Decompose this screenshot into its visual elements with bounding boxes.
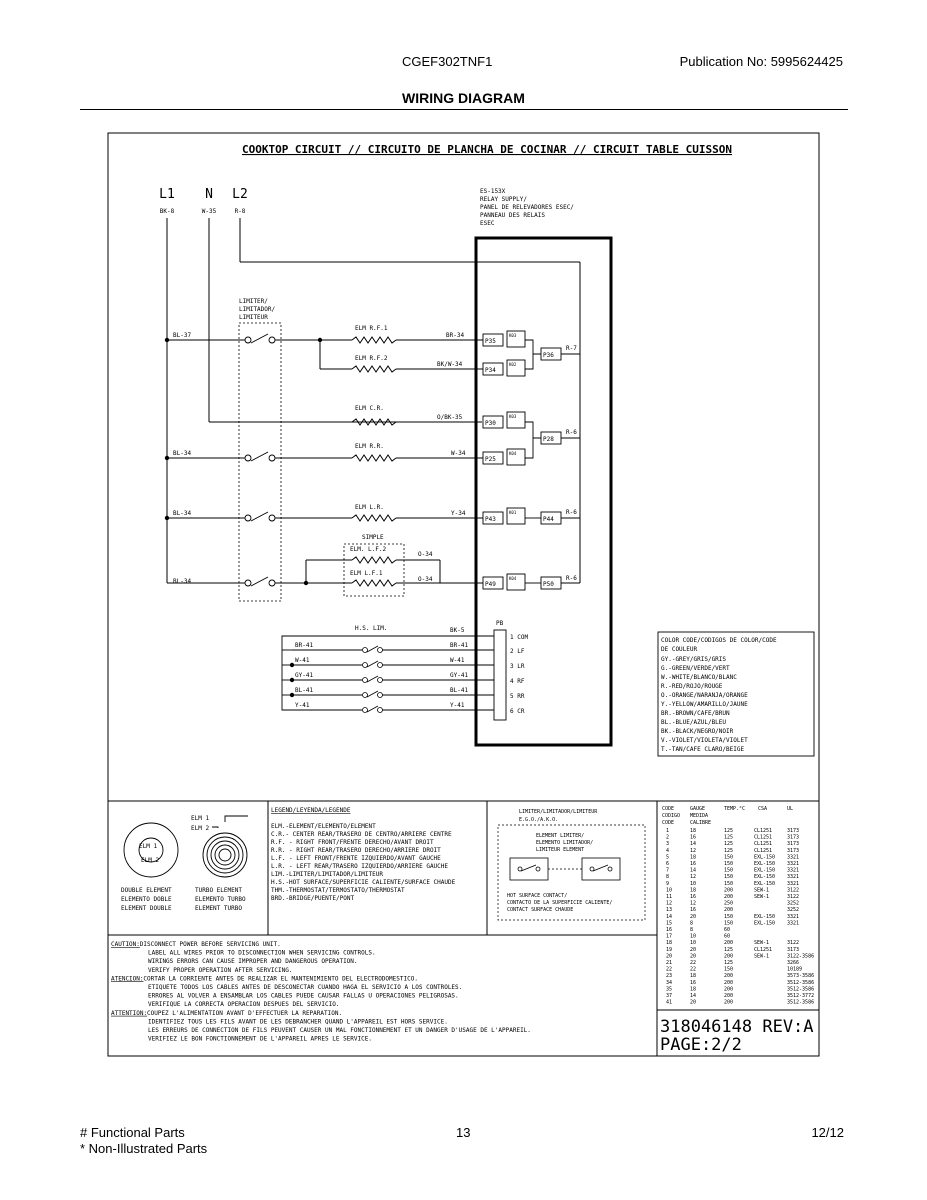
hs-wire-labels (295, 634, 528, 715)
color-code-row: BK.-BLACK/NEGRO/NOIR (661, 728, 734, 735)
gauge-cell: 11 (666, 894, 673, 900)
gauge-cell: 3266 (787, 960, 800, 966)
relay-label-line: RELAY SUPPLY/ (480, 196, 527, 203)
gauge-cell: 12 (666, 900, 673, 907)
relay-label: K04 (509, 576, 517, 581)
gauge-cell: 3321 (787, 867, 800, 874)
limiter-dashed-box (239, 323, 281, 601)
gauge-cell: 14 (690, 867, 697, 874)
legend-row: C.R.- CENTER REAR/TRASERO DE CENTRO/ARRIERE CENTRE (271, 831, 452, 838)
turbo-element-illustration (203, 816, 248, 877)
gauge-cell: 3122 (787, 940, 800, 947)
right-wire-label: R-6 (566, 575, 577, 582)
element-label-lf1: ELM L.F.1 (350, 570, 383, 577)
pb-pin-label: 4 RF (510, 678, 525, 685)
gauge-cell: 18 (690, 973, 697, 980)
non-illustrated-note: * Non-Illustrated Parts (80, 1141, 208, 1156)
color-code-row: W.-WHITE/BLANCO/BLANC (661, 674, 737, 681)
gauge-cell: EXL-150 (754, 867, 776, 874)
gauge-cell: EXL-150 (754, 920, 776, 927)
pb-pin-label: 6 CR (510, 708, 525, 715)
double-label: DOUBLE ELEMENT (121, 887, 172, 894)
port-label: P50 (543, 581, 554, 588)
caution-line: ERRORES AL VOLVER A ENSAMBLAR LOS CABLES PUEDE CAUSAR FALLAS U OPERACIONES PELIGROSAS. (148, 992, 459, 1000)
hs-contact-label: HOT SURFACE CONTACT/ (507, 893, 568, 899)
color-code-row: R.-RED/ROJO/ROUGE (661, 683, 723, 690)
page-title: WIRING DIAGRAM (402, 90, 525, 106)
legend-row: LIM.-LIMITER/LIMITADOR/LIMITEUR (271, 871, 383, 878)
legend-title: LEGEND/LEYENDA/LEGENDE (271, 807, 351, 814)
gauge-cell: 3122 (787, 894, 800, 900)
gauge-cell: 3573-3586 (787, 973, 815, 980)
turbo-label: ELEMENTO TURBO (195, 896, 246, 903)
gauge-cell: 20 (690, 999, 697, 1006)
gauge-cell: CL1251 (754, 828, 773, 834)
gauge-cell: 2 (666, 834, 670, 841)
gauge-cell: 18 (690, 887, 697, 894)
limiter-legend-symbols (510, 858, 620, 880)
legend-row: L.F. - LEFT FRONT/FRENTE IZQUIERDO/AVANT GAUCHE (271, 855, 441, 862)
hs-top-wire: BK-5 (450, 627, 465, 634)
gauge-cell: SEW-1 (754, 887, 770, 894)
gauge-cell: 125 (724, 841, 734, 848)
gauge-cell: 18 (666, 940, 673, 947)
supply-l1: L1 (159, 187, 175, 202)
hs-right-label: BL-41 (450, 687, 469, 694)
gauge-cell: 1 (666, 828, 670, 834)
relay-label: K04 (509, 451, 517, 456)
relay-label-line: PANEL DE RELEVADORES ESEC/ (480, 204, 574, 211)
left-wire-label: BL-34 (173, 578, 192, 585)
hs-left-label: BR-41 (295, 642, 314, 649)
gauge-cell: 41 (666, 999, 673, 1006)
gauge-cell: 3252 (787, 900, 800, 907)
port-label: P36 (543, 352, 554, 359)
gauge-cell: 3252 (787, 907, 800, 914)
port-label: P49 (485, 581, 496, 588)
relay-label-line: ESEC (480, 220, 495, 227)
port-label: P44 (543, 516, 554, 523)
date: 12/12 (811, 1125, 844, 1140)
relay-label: K02 (509, 362, 517, 367)
gauge-cell: 150 (724, 880, 734, 887)
gauge-header: UL (787, 806, 794, 812)
gauge-header: CODE (662, 806, 675, 812)
element-wire-rf1: BR-34 (446, 332, 465, 339)
gauge-cell: 3512-3586 (787, 979, 815, 986)
gauge-cell: 3321 (787, 880, 800, 887)
port-label: P30 (485, 420, 496, 427)
gauge-cell: 4 (666, 847, 670, 854)
gauge-cell: 3321 (787, 913, 800, 920)
gauge-cell: SEW-1 (754, 894, 770, 900)
element-wire-lf2: O-34 (418, 551, 433, 558)
element-wire-rf2: BK/W-34 (437, 361, 463, 368)
relay-label-line: ES-153X (480, 188, 506, 195)
port-label: P35 (485, 338, 496, 345)
gauge-cell: 60 (724, 927, 731, 933)
gauge-cell: 10189 (787, 966, 803, 973)
gauge-cell: 3321 (787, 861, 800, 867)
gauge-cell: 200 (724, 993, 734, 999)
relay-label: K03 (509, 333, 517, 338)
gauge-cell: 200 (724, 999, 734, 1006)
legend-row: THM.-THERMOSTAT/TERMOSTATO/THERMOSTAT (271, 887, 405, 894)
color-code-title: COLOR CODE/CODIGOS DE COLOR/CODE (661, 637, 777, 644)
gauge-cell: 150 (724, 913, 734, 920)
gauge-cell: CL1251 (754, 841, 773, 848)
supply-l2-wire: R-8 (234, 208, 246, 215)
gauge-cell: 16 (690, 894, 697, 900)
color-code-row: O.-ORANGE/NARANJA/ORANGE (661, 692, 748, 699)
pb-label: PB (496, 620, 504, 627)
gauge-cell: 37 (666, 993, 673, 999)
color-code-row: G.-GREEN/VERDE/VERT (661, 665, 730, 672)
gauge-cell: 250 (724, 900, 734, 907)
limiter-label-line: LIMITADOR/ (239, 306, 276, 313)
gauge-cell: SEW-1 (754, 940, 770, 947)
element-label-rr: ELM R.R. (355, 443, 384, 450)
gauge-cell: 3122-3586 (787, 953, 815, 960)
limiter-label (239, 298, 276, 321)
gauge-cell: 7 (666, 867, 670, 874)
gauge-cell: 16 (690, 979, 697, 986)
element-wire-cr: O/BK-35 (437, 414, 463, 421)
caution-line: VERIFY PROPER OPERATION AFTER SERVICING. (148, 966, 293, 974)
gauge-cell: 20 (666, 953, 673, 960)
legend-row: L.R. - LEFT REAR/TRASERO IZQUIERDO/ARRIERE GAUCHE (271, 863, 449, 870)
gauge-cell: 200 (724, 907, 734, 914)
pb-pin-label: 2 LF (510, 648, 525, 655)
right-wire-label: R-7 (566, 345, 577, 352)
pb-pin-label: 5 RR (510, 693, 525, 700)
caution-heading: ATTENTION: (111, 1009, 148, 1017)
gauge-cell: 19 (666, 946, 673, 953)
legend-row: H.S.-HOT SURFACE/SUPERFICIE CALIENTE/SURFACE CHAUDE (271, 879, 456, 886)
gauge-cell: 125 (724, 834, 734, 841)
gauge-header: MEDIDA (690, 813, 709, 819)
right-wire-labels (566, 345, 577, 582)
gauge-cell: 9 (666, 880, 670, 887)
publication-number: Publication No: 5995624425 (679, 54, 843, 69)
hs-right-label: BR-41 (450, 642, 469, 649)
element-label-rf1: ELM R.F.1 (355, 325, 388, 332)
caution-block (111, 941, 531, 1043)
limiter-label-line: LIMITER/ (239, 298, 268, 305)
relay-label: K01 (509, 510, 517, 515)
gauge-cell: 12 (690, 847, 697, 854)
gauge-cell: 22 (690, 960, 697, 966)
caution-line: VERIFIQUE LA CORRECTA OPERACION DESPUES DEL SERVICIO. (148, 1001, 340, 1009)
gauge-cell: 3321 (787, 920, 800, 927)
supply-wires (167, 218, 580, 583)
gauge-cell: 3173 (787, 834, 800, 841)
color-code-row: BL.-BLUE/AZUL/BLEU (661, 719, 727, 726)
gauge-cell: EXL-150 (754, 854, 776, 861)
gauge-cell: 3512-3772 (787, 993, 815, 999)
gauge-cell: 200 (724, 894, 734, 900)
gauge-cell: 8 (690, 927, 694, 933)
gauge-header: GAUGE (690, 806, 706, 812)
hs-left-label: GY-41 (295, 672, 314, 679)
supply-l1-wire: BK-8 (159, 208, 175, 215)
gauge-cell: 34 (666, 979, 673, 986)
hs-right-label: GY-41 (450, 672, 469, 679)
right-wire-label: R-6 (566, 509, 577, 516)
gauge-cell: 10 (690, 933, 697, 940)
gauge-cell: 14 (690, 841, 697, 848)
gauge-cell: 12 (690, 874, 697, 881)
relay-wires (525, 340, 580, 583)
elm1-label: ELM 1 (191, 815, 210, 822)
hs-contact-label: CONTACT SURFACE CHAUDE (507, 907, 574, 913)
legend-text (271, 807, 456, 902)
gauge-cell: 125 (724, 946, 734, 953)
pb-pin-label: 1 COM (510, 634, 529, 641)
caution-line: COUPEZ L'ALIMENTATION AVANT D'EFFECTUER LA REPARATION. (147, 1009, 343, 1017)
gauge-cell: 16 (666, 927, 673, 933)
limiter-label-line: LIMITEUR (239, 314, 268, 321)
relay-supply-label (480, 188, 574, 227)
color-code-title: DE COULEUR (661, 646, 698, 653)
hs-left-label: W-41 (295, 657, 310, 664)
gauge-cell: 10 (690, 940, 697, 947)
caution-line: WIRINGS ERRORS CAN CAUSE IMPROPER AND DANGEROUS OPERATION. (148, 958, 358, 966)
hs-right-label: W-41 (450, 657, 465, 664)
limiter-legend (507, 809, 612, 913)
gauge-cell: 125 (724, 960, 734, 966)
caution-line: CORTAR LA CORRIENTE ANTES DE REALIZAR EL MANTENIMIENTO DEL ELECTRODOMESTICO. (143, 975, 418, 983)
gauge-cell: 150 (724, 867, 734, 874)
supply-l2: L2 (232, 187, 248, 202)
gauge-cell: 14 (690, 993, 697, 999)
gauge-cell: 60 (724, 933, 731, 940)
gauge-cell: 3173 (787, 828, 800, 834)
gauge-cell: 6 (666, 861, 670, 867)
limiter-legend-title: E.G.O./A.K.O. (519, 817, 559, 823)
supply-n-wire: W-35 (201, 208, 217, 215)
elm2-label: ELM 2 (191, 825, 210, 832)
gauge-cell: 3173 (787, 946, 800, 953)
gauge-cell: 35 (666, 986, 673, 993)
double-element-illustration (124, 823, 178, 877)
legend-row: ELM.-ELEMENT/ELEMENTO/ELEMENT (271, 823, 376, 830)
gauge-header: CALIBRE (690, 820, 712, 826)
element-wire-rr: W-34 (451, 450, 466, 457)
legend-row: R.R. - RIGHT REAR/TRASERO DERECHO/ARRIERE DROIT (271, 847, 441, 854)
gauge-cell: 20 (690, 946, 697, 953)
hs-left-label: Y-41 (295, 702, 310, 709)
gauge-cell: 16 (690, 834, 697, 841)
gauge-cell: CL1251 (754, 946, 773, 953)
elm2-inner-label: ELM 2 (141, 857, 160, 864)
page-number: 13 (456, 1125, 471, 1140)
caution-line: DISCONNECT POWER BEFORE SERVICING UNIT. (139, 941, 281, 948)
gauge-cell: 15 (666, 920, 673, 927)
gauge-cell: 16 (690, 861, 697, 867)
gauge-cell: 200 (724, 979, 734, 986)
elm1-inner-label: ELM 1 (139, 843, 158, 850)
color-code-row: T.-TAN/CAFE CLARO/BEIGE (661, 746, 745, 753)
element-type-labels (121, 887, 246, 912)
gauge-cell: 14 (666, 913, 673, 920)
gauge-cell: 3122 (787, 887, 800, 894)
gauge-cell: 150 (724, 861, 734, 867)
gauge-cell: 20 (690, 913, 697, 920)
element-label-rf2: ELM R.F.2 (355, 355, 388, 362)
caution-line: LES ERREURS DE CONNECTION DE FILS PEUVENT CAUSER UN MAL FONCTIONNEMENT ET UN DANGER D'USAGE DE L'APPAREIL. (148, 1027, 531, 1034)
model-number: CGEF302TNF1 (402, 54, 493, 69)
element-labels (350, 325, 466, 583)
double-label: ELEMENT DOUBLE (121, 905, 172, 912)
gauge-cell: 200 (724, 940, 734, 947)
gauge-cell: 3512-3586 (787, 999, 815, 1006)
left-wire-label: BL-34 (173, 510, 192, 517)
element-label-lr: ELM L.R. (355, 504, 384, 511)
gauge-cell: CL1251 (754, 847, 773, 854)
gauge-cell: 22 (666, 966, 673, 973)
gauge-cell: 10 (690, 880, 697, 887)
color-code-row: GY.-GREY/GRIS/GRIS (661, 656, 727, 663)
hs-switches (363, 646, 383, 713)
caution-line: VERIFIEZ LE BON FONCTIONNEMENT DE L'APPAREIL APRES LE SERVICE. (148, 1035, 372, 1043)
gauge-header: CODE (662, 820, 675, 826)
gauge-table-header (662, 806, 793, 826)
element-wire-lf1: O-34 (418, 576, 433, 583)
gauge-cell: 8 (690, 920, 694, 927)
caution-line: IDENTIFIEZ TOUS LES FILS AVANT DE LES DEBRANCHER QUAND L'APPAREIL EST HORS SERVICE. (148, 1018, 448, 1026)
gauge-cell: SEW-1 (754, 953, 770, 960)
gauge-cell: 18 (690, 828, 697, 834)
right-wire-label: R-6 (566, 429, 577, 436)
gauge-cell: 150 (724, 874, 734, 881)
gauge-cell: 17 (666, 933, 673, 940)
gauge-cell: 21 (666, 960, 673, 966)
gauge-header: CODIGO (662, 813, 681, 819)
pb-connector (494, 630, 506, 720)
gauge-cell: 16 (690, 907, 697, 914)
gauge-cell: 200 (724, 986, 734, 993)
circuit-title: COOKTOP CIRCUIT // CIRCUITO DE PLANCHA DE COCINAR // CIRCUIT TABLE CUISSON (241, 143, 733, 156)
gauge-cell: EXL-150 (754, 874, 776, 881)
relay-label-line: PANNEAU DES RELAIS (480, 212, 546, 219)
color-code-row: V.-VIOLET/VIOLETA/VIOLET (661, 737, 748, 744)
port-label: P28 (543, 436, 554, 443)
diagram-frame (108, 133, 819, 1056)
limiter-switches (245, 334, 275, 586)
gauge-header: CSA (758, 806, 768, 812)
gauge-cell: 8 (666, 874, 670, 881)
gauge-cell: 150 (724, 966, 734, 973)
gauge-cell: 125 (724, 847, 734, 854)
port-label: P43 (485, 516, 496, 523)
double-label: ELEMENTO DOBLE (121, 896, 172, 903)
gauge-cell: 3512-3586 (787, 986, 815, 993)
gauge-cell: 22 (690, 966, 697, 973)
port-label: P25 (485, 456, 496, 463)
caution-heading: CAUTION: (111, 941, 140, 948)
gauge-cell: 23 (666, 973, 673, 980)
caution-heading: ATENCION: (111, 975, 144, 983)
left-wire-label: BL-37 (173, 332, 192, 339)
gauge-cell: 3173 (787, 847, 800, 854)
turbo-label: TURBO ELEMENT (195, 887, 242, 894)
caution-line: LABEL ALL WIRES PRIOR TO DISCONNECTION WHEN SERVICING CONTROLS. (148, 949, 376, 957)
gauge-cell: 12 (690, 900, 697, 907)
legend-row: BRD.-BRIDGE/PUENTE/PONT (271, 895, 355, 902)
gauge-cell: 18 (690, 854, 697, 861)
pb-pin-label: 3 LR (510, 663, 525, 670)
hs-right-label: Y-41 (450, 702, 465, 709)
relay-board-box (476, 238, 611, 745)
gauge-cell: 3321 (787, 854, 800, 861)
color-code-text (661, 637, 777, 753)
supply-lines (159, 187, 248, 215)
hs-left-label: BL-41 (295, 687, 314, 694)
element-label-cr: ELM C.R. (355, 405, 384, 412)
gauge-cell: EXL-150 (754, 861, 776, 867)
gauge-cell: 20 (690, 953, 697, 960)
gauge-cell: 13 (666, 907, 673, 914)
simple-label: SIMPLE (362, 534, 384, 541)
limiter-legend-elem: ELEMENT LIMITER/ (536, 833, 585, 839)
limiter-legend-elem: LIMITEUR ELEMENT (536, 847, 585, 853)
element-label-lf2: ELM. L.F.2 (350, 546, 387, 553)
limiter-legend-title: LIMITER/LIMITADOR/LIMITEUR (519, 809, 598, 815)
gauge-cell: 3173 (787, 841, 800, 848)
functional-parts-note: # Functional Parts (80, 1125, 185, 1140)
legend-row: R.F. - RIGHT FRONT/FRENTE DERECHO/AVANT DROIT (271, 839, 434, 846)
gauge-cell: 5 (666, 854, 670, 861)
gauge-cell: CL1251 (754, 834, 773, 841)
gauge-cell: 3 (666, 841, 670, 848)
page-label: PAGE:2/2 (660, 1035, 742, 1055)
gauge-cell: 200 (724, 973, 734, 980)
supply-n: N (205, 187, 213, 202)
hs-lim-label: H.S. LIM. (355, 625, 388, 632)
gauge-cell: 200 (724, 953, 734, 960)
color-code-row: Y.-YELLOW/AMARILLO/JAUNE (661, 701, 748, 708)
element-wires (167, 337, 483, 586)
relay-label: K03 (509, 414, 517, 419)
port-label: P34 (485, 367, 496, 374)
turbo-label: ELEMENT TURBO (195, 905, 242, 912)
part-number: 318046148 REV:A (660, 1017, 814, 1037)
limiter-legend-elem: ELEMENTO LIMITADOR/ (536, 840, 594, 846)
element-wire-lr: Y-34 (451, 510, 466, 517)
gauge-cell: 10 (666, 887, 673, 894)
gauge-table-rows (666, 828, 814, 1006)
gauge-header: TEMP.°C (724, 806, 746, 812)
gauge-cell: 150 (724, 854, 734, 861)
gauge-cell: 200 (724, 887, 734, 894)
gauge-cell: 150 (724, 920, 734, 927)
caution-line: ETIQUETE TODOS LOS CABLES ANTES DE DESCONECTAR CUANDO HAGA EL SERVICIO A LOS CONTROLES. (148, 984, 463, 991)
gauge-cell: 125 (724, 828, 734, 834)
gauge-cell: 3321 (787, 874, 800, 881)
gauge-cell: EXL-150 (754, 913, 776, 920)
gauge-cell: EXL-150 (754, 880, 776, 887)
gauge-cell: 18 (690, 986, 697, 993)
color-code-row: BR.-BROWN/CAFE/BRUN (661, 710, 730, 717)
hs-contact-label: CONTACTO DE LA SUPERFICIE CALIENTE/ (507, 900, 613, 906)
left-wire-label: BL-34 (173, 450, 192, 457)
